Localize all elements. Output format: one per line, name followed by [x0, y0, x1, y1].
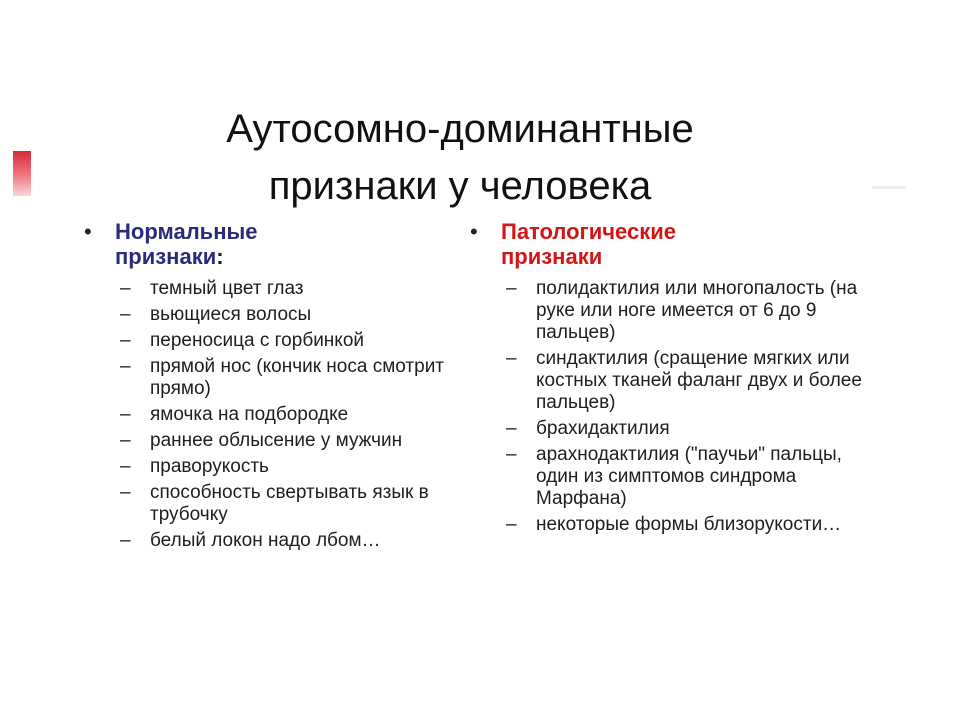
pathological-heading-line-2: признаки	[501, 244, 603, 269]
dash-icon: –	[506, 348, 517, 369]
list-item	[120, 430, 454, 452]
dash-icon: –	[506, 444, 517, 465]
dash-icon: –	[506, 514, 517, 535]
title-line-2: признаки у человека	[268, 164, 652, 208]
list-item-text: темный цвет глаз	[150, 278, 304, 299]
normal-traits-column	[84, 219, 454, 556]
list-item	[120, 456, 454, 478]
list-item-text: синдактилия (сращение мягких или костных тканей фаланг двух и более пальцев)	[536, 348, 862, 413]
dash-icon: –	[120, 404, 131, 425]
list-item	[120, 304, 454, 326]
list-item-text: полидактилия или многопалость (на руке или ноге имеется от 6 до 9 пальцев)	[536, 278, 858, 343]
dash-icon: –	[120, 278, 131, 299]
normal-heading-line-1: Нормальные	[115, 219, 258, 244]
list-item-text: праворукость	[150, 456, 269, 477]
list-item-text: брахидактилия	[536, 418, 670, 439]
list-item-text: некоторые формы близорукости…	[536, 514, 842, 535]
list-item-text: ямочка на подбородке	[150, 404, 349, 425]
pathological-traits-heading	[470, 219, 870, 269]
normal-heading-colon: :	[216, 244, 224, 269]
list-item	[120, 530, 454, 552]
dash-icon: –	[120, 530, 131, 551]
decorative-line	[872, 186, 906, 189]
list-item	[506, 514, 870, 536]
accent-bar	[13, 151, 31, 196]
list-item	[506, 444, 870, 510]
pathological-traits-list	[470, 278, 870, 536]
bullet-icon: •	[470, 219, 478, 244]
list-item-text: арахнодактилия ("паучьи" пальцы, один из симптомов синдрома Марфана)	[536, 444, 842, 509]
list-item	[120, 356, 454, 400]
dash-icon: –	[120, 430, 131, 451]
list-item-text: переносица с горбинкой	[150, 330, 365, 351]
list-item	[120, 330, 454, 352]
list-item	[120, 482, 454, 526]
pathological-heading-line-1: Патологические	[501, 219, 676, 244]
list-item	[506, 348, 870, 414]
slide-title	[100, 101, 820, 215]
bullet-icon: •	[84, 219, 92, 244]
dash-icon: –	[120, 330, 131, 351]
list-item-text: белый локон надо лбом…	[150, 530, 381, 551]
dash-icon: –	[506, 418, 517, 439]
dash-icon: –	[120, 356, 131, 377]
title-line-1: Аутосомно-доминантные	[226, 107, 694, 151]
normal-traits-heading	[84, 219, 454, 269]
dash-icon: –	[120, 456, 131, 477]
normal-traits-list	[84, 278, 454, 552]
list-item	[120, 278, 454, 300]
list-item	[506, 278, 870, 344]
list-item-text: способность свертывать язык в трубочку	[150, 482, 429, 525]
dash-icon: –	[120, 482, 131, 503]
list-item	[506, 418, 870, 440]
pathological-traits-column	[470, 219, 870, 540]
list-item-text: прямой нос (кончик носа смотрит прямо)	[150, 356, 445, 399]
list-item-text: раннее облысение у мужчин	[150, 430, 403, 451]
dash-icon: –	[506, 278, 517, 299]
list-item-text: вьющиеся волосы	[150, 304, 312, 325]
normal-heading-line-2: признаки	[115, 244, 217, 269]
dash-icon: –	[120, 304, 131, 325]
list-item	[120, 404, 454, 426]
